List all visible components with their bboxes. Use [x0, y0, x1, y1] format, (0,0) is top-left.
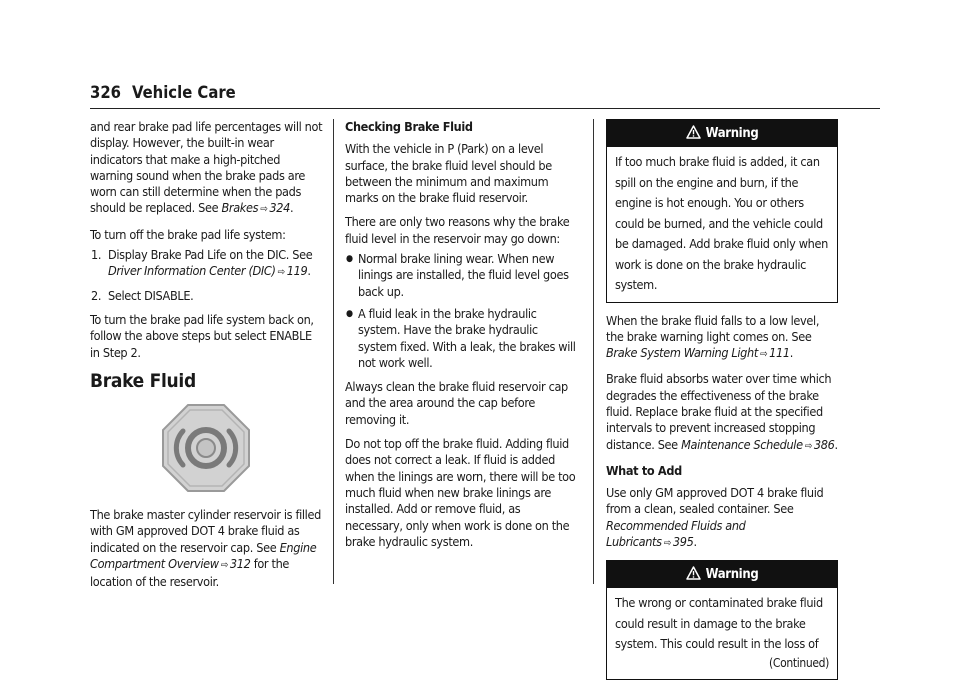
paragraph: To turn the brake pad life system back on, follow the above steps but select ENABLE in Step 2. — [90, 311, 314, 360]
list-item: 1. Display Brake Pad Life on the DIC. See Driver Information Center (DIC) ⇨ 119. — [91, 247, 313, 279]
paragraph: Brake fluid absorbs water over time which degrades the effectiveness of the brake fluid. Replace brake fluid at the specified intervals to prevent increased stopping distance. See Maintenance Schedule ⇨ 386. — [606, 371, 838, 452]
brake-fluid-symbol-icon — [90, 403, 324, 497]
warning-box — [606, 560, 838, 680]
step-number: 2. — [91, 287, 102, 303]
warning-triangle-icon — [686, 566, 701, 580]
xref-page[interactable]: 312 — [229, 556, 251, 572]
warning-title: Warning — [705, 126, 759, 141]
warning-header — [607, 120, 837, 147]
bullet-list — [345, 251, 579, 371]
bullet-icon: ● — [346, 254, 353, 265]
subheading: Checking Brake Fluid — [345, 119, 473, 134]
warning-title: Warning — [705, 567, 759, 583]
steps-list — [90, 247, 324, 304]
warning-body — [607, 588, 837, 679]
column-divider — [333, 119, 334, 584]
warning-header — [607, 561, 837, 588]
xref-page[interactable]: 119 — [286, 263, 308, 279]
warning-text: If too much brake fluid is added, it can spill on the engine and burn, if the engine is hot enough. You or others could be burned, and the vehicle could be damaged. Add brake fluid only when work is done on the brake hydraulic system. — [615, 154, 828, 292]
page-ref-icon: ⇨ — [804, 440, 812, 452]
page-ref-icon: ⇨ — [277, 267, 285, 279]
xref-page[interactable]: 111 — [769, 345, 790, 361]
page-header — [90, 82, 880, 109]
page-number: 326 — [90, 83, 121, 102]
section-title: Brake Fluid — [90, 369, 196, 392]
xref-page[interactable]: 395 — [672, 534, 694, 550]
column-2 — [345, 119, 579, 558]
page-ref-icon: ⇨ — [663, 538, 671, 550]
column-1 — [90, 119, 324, 599]
xref-link[interactable]: Engine Compartment Overview — [90, 539, 317, 572]
paragraph: To turn off the brake pad life system: — [90, 226, 286, 242]
paragraph: Do not top off the brake fluid. Adding fluid does not correct a leak. If fluid is added when the linings are worn, there will be too much fluid when new brake linings are installed. Add or remove fluid, as necessary, only when work is done on the brake hydraulic system. — [345, 436, 576, 549]
paragraph: Always clean the brake fluid reservoir cap and the area around the cap before removing it. — [345, 379, 568, 427]
page-ref-icon: ⇨ — [220, 560, 228, 572]
bullet-icon: ● — [346, 308, 353, 319]
brake-fluid-symbol-icon — [161, 403, 251, 493]
warning-box — [606, 119, 838, 303]
page-ref-icon: ⇨ — [759, 349, 768, 361]
subheading: What to Add — [606, 462, 682, 478]
continued-label: (Continued) — [769, 655, 829, 670]
xref-page[interactable]: 386 — [813, 436, 835, 452]
list-item: 2. Select DISABLE. — [91, 287, 194, 303]
paragraph: There are only two reasons why the brake fluid level in the reservoir may go down: — [345, 214, 570, 246]
step-number: 1. — [91, 247, 102, 263]
list-item: ● Normal brake lining wear. When new linings are installed, the fluid level goes back up. — [346, 251, 569, 299]
paragraph: The brake master cylinder reservoir is filled with GM approved DOT 4 brake fluid as indicated on the reservoir cap. See Engine Compartment Overview ⇨ 312 for the location of the reservoir. — [90, 507, 321, 590]
xref-link[interactable]: Brake System Warning Light — [606, 345, 758, 361]
xref-link[interactable]: Maintenance Schedule — [681, 436, 803, 452]
warning-triangle-icon — [686, 125, 701, 139]
xref-link[interactable]: Brakes — [221, 200, 259, 216]
xref-page[interactable]: 324 — [269, 200, 290, 216]
warning-body — [607, 147, 837, 302]
list-item: ● A fluid leak in the brake hydraulic system. Have the brake hydraulic system fixed. With a leak, the brakes will not work well. — [346, 305, 576, 370]
xref-link[interactable]: Driver Information Center (DIC) — [108, 263, 276, 279]
column-3 — [606, 119, 838, 690]
section-name: Vehicle Care — [132, 83, 236, 102]
paragraph: Use only GM approved DOT 4 brake fluid from a clean, sealed container. See Recommended Fluids and Lubricants ⇨ 395. — [606, 485, 824, 550]
warning-text: The wrong or contaminated brake fluid could result in damage to the brake system. This could result in the loss of — [615, 595, 823, 652]
paragraph: and rear brake pad life percentages will not display. However, the built-in wear indicators that make a high-pitched warning sound when the brake pads are worn can still determine when the pads should be replaced. See Brakes ⇨ 324. — [90, 119, 323, 216]
paragraph: When the brake fluid falls to a low level, the brake warning light comes on. See Brake System Warning Light ⇨ 111. — [606, 312, 820, 361]
page-ref-icon: ⇨ — [260, 204, 268, 216]
column-divider — [593, 119, 594, 584]
xref-link[interactable]: Recommended Fluids and Lubricants — [606, 517, 746, 550]
paragraph: With the vehicle in P (Park) on a level surface, the brake fluid level should be between the minimum and maximum marks on the brake fluid reservoir. — [345, 141, 552, 206]
